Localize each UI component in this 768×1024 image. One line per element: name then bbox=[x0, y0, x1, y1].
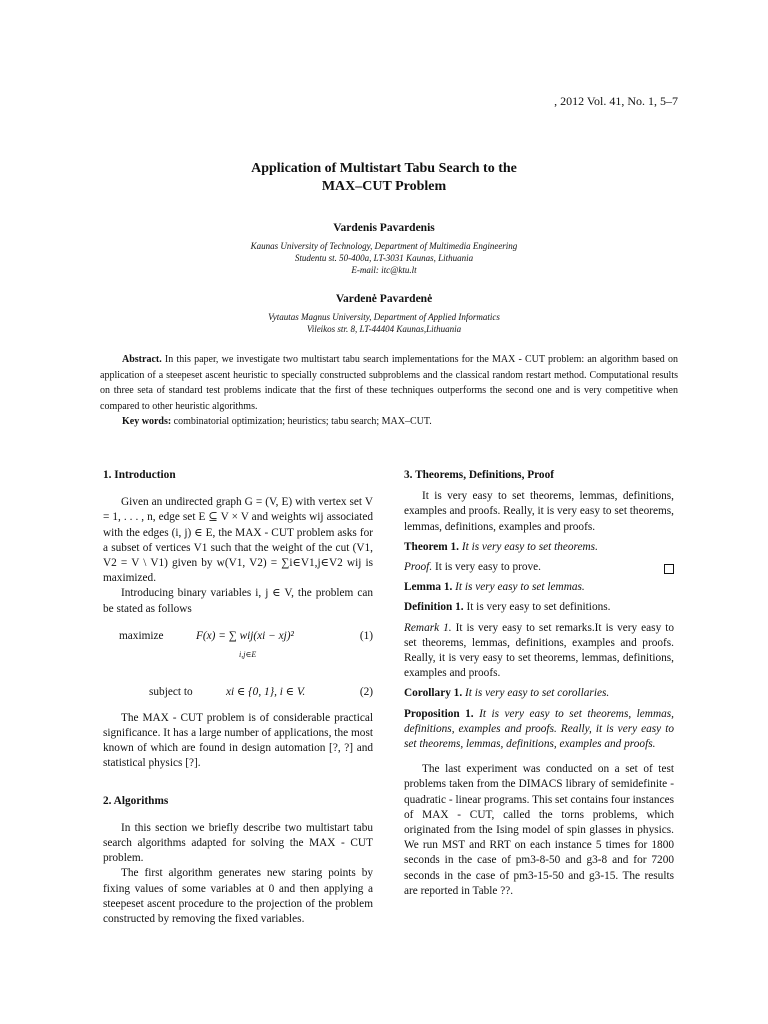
qed-box-icon bbox=[664, 564, 674, 574]
paragraph: In this section we briefly describe two multistart tabu search algorithms adapted for solving the MAX - CUT problem. bbox=[103, 821, 373, 865]
author-name: Vardenis Pavardenis bbox=[333, 222, 435, 234]
theorem: Theorem 1. It is very easy to set theorems. bbox=[404, 540, 598, 553]
paper-title: Application of Multistart Tabu Search to the MAX–CUT Problem bbox=[251, 161, 517, 194]
paragraph: The MAX - CUT problem is of considerable practical significance. It has a large number of applications, the most known of which are found in design automation [?, ?] and statistical physics [?]. bbox=[103, 711, 373, 770]
paragraph: Given an undirected graph G = (V, E) with vertex set V = 1, . . . , n, edge set E ⊆ V × V and weights wij associated with the edges (i, j) ∈ E, the MAX - CUT problem asks for a subset of vertices V1 such that the weight of the cut (V1, V2 = V \ V1) given by w(V1, V2) = ∑i∈V1,j∈V2 wij is maximized. bbox=[103, 496, 373, 585]
remark: Remark 1. It is very easy to set remarks.It is very easy to set theorems, lemmas, definitions, examples and proofs. Really, it is very easy to set theorems, lemmas, definitions, examples and proofs. bbox=[404, 621, 674, 680]
author-affiliation: Kaunas University of Technology, Department of Multimedia Engineering Studentu st. 50-400a, LT-3031 Kaunas, Lithuania E-mail: itc@ktu.lt bbox=[250, 241, 518, 275]
paragraph: The first algorithm generates new staring points by fixing values of some variables at 0 and then applying a steepeset ascent procedure to the projection of the problem constructed by removing the fixed variables. bbox=[103, 867, 373, 926]
proposition: Proposition 1. It is very easy to set theorems, lemmas, definitions, examples and proofs. Really, it is very easy to set theorems, lemmas, definitions, examples and proofs. bbox=[404, 707, 674, 751]
section-heading: 2. Algorithms bbox=[103, 794, 169, 807]
paragraph: Introducing binary variables i, j ∈ V, the problem can be stated as follows bbox=[103, 587, 373, 615]
author-affiliation: Vytautas Magnus University, Department of Applied Informatics Vileikos str. 8, LT-44404 Kaunas,Lithuania bbox=[268, 312, 500, 334]
equation-2: subject to xi ∈ {0, 1}, i ∈ V. (2) bbox=[149, 685, 373, 698]
journal-reference: , 2012 Vol. 41, No. 1, 5–7 bbox=[554, 94, 678, 108]
lemma: Lemma 1. It is very easy to set lemmas. bbox=[404, 581, 585, 594]
corollary: Corollary 1. It is very easy to set corollaries. bbox=[404, 687, 610, 700]
paragraph: It is very easy to set theorems, lemmas, definitions, examples and proofs. Really, it is very easy to set theorems, lemmas, definitions, examples and proofs. bbox=[404, 490, 675, 533]
left-column bbox=[103, 468, 373, 927]
right-column bbox=[404, 468, 674, 899]
author-name: Vardenė Pavardenė bbox=[335, 293, 433, 305]
paragraph: The last experiment was conducted on a set of test problems taken from the DIMACS library of semidefinite - quadratic - linear programs. This set contains four instances of MAX - CUT, called the torns problems, which originated from the Ising model of spin glasses in physics. We run MST and RRT on each instance 5 times for 1800 seconds in the case of pm3-8-50 and g3-8 and for 7200 seconds in the case of pm3-15-50 and g3-15. The results are reported in Table ??. bbox=[404, 763, 674, 897]
section-heading: 3. Theorems, Definitions, Proof bbox=[404, 469, 554, 481]
definition: Definition 1. It is very easy to set definitions. bbox=[404, 601, 611, 614]
abstract: Abstract. In this paper, we investigate two multistart tabu search implementations for the MAX - CUT problem: an algorithm based on application of a steepeset ascent heuristic to specially constructed subproblems and the classical random restart method. Computational results on three seta of standard test problems indicate that the first of these techniques outperforms the second one and is very competitive when compared to other heuristic algorithms. Key words: combinatorial optimization; heuristics; tabu search; MAX–CUT. bbox=[100, 354, 679, 427]
equation-1: maximize F(x) = ∑ wij(xi − xj)² i,j∈E (1) bbox=[119, 629, 373, 659]
proof: Proof. It is very easy to prove. bbox=[404, 560, 674, 575]
section-heading: 1. Introduction bbox=[103, 469, 176, 481]
